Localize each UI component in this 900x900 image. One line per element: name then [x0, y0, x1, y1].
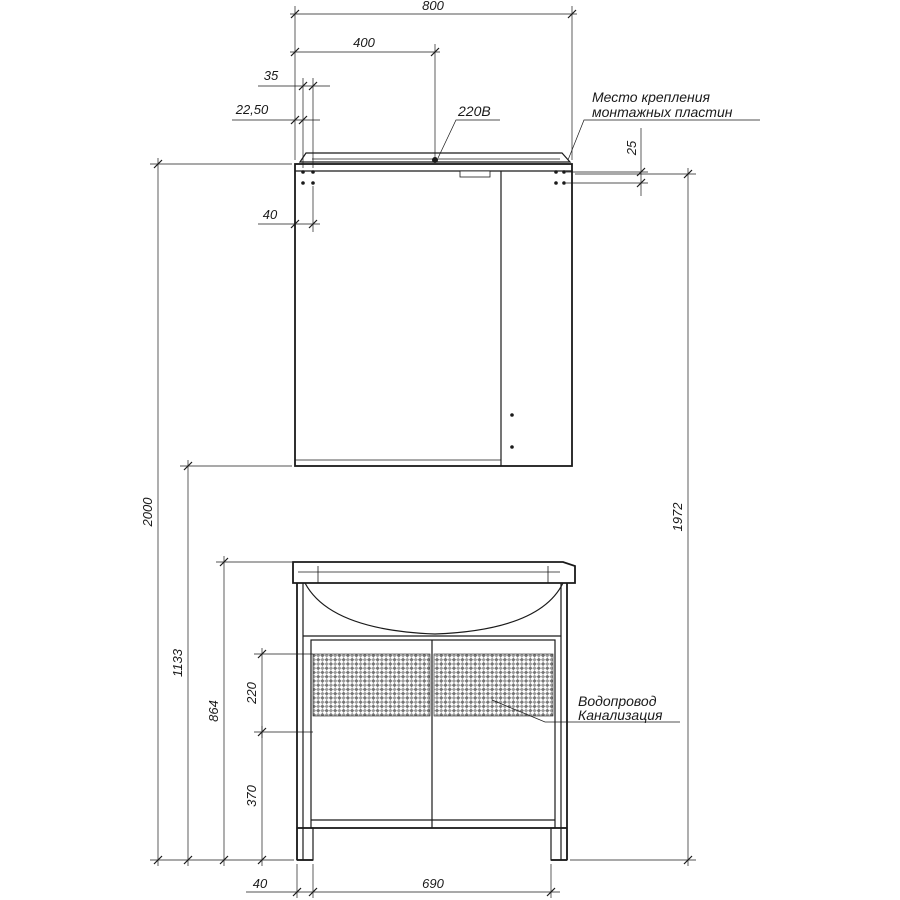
water-label-line1: Водопровод	[578, 693, 657, 709]
mount-hole	[554, 181, 558, 185]
power-label: 220В	[458, 103, 491, 119]
annotation-labels	[457, 89, 733, 723]
mount-hole	[301, 181, 305, 185]
door-panel-right	[434, 654, 553, 716]
door-panel-left	[313, 654, 430, 716]
dim-half-width: 400	[353, 35, 375, 50]
dim-basin-height: 1133	[170, 649, 185, 677]
mount-hole	[311, 181, 315, 185]
mount-hole	[301, 170, 305, 174]
vanity-unit	[293, 562, 575, 860]
mount-hole	[562, 181, 566, 185]
dim-offset-35: 35	[263, 68, 279, 83]
dim-pipe-height: 370	[244, 785, 259, 807]
mount-hole	[554, 170, 558, 174]
dim-offset-22: 22,50	[235, 102, 269, 117]
dim-leg-offset: 40	[252, 876, 268, 891]
dim-cabinet-height: 864	[206, 700, 221, 722]
mount-hole	[311, 170, 315, 174]
dimension-ticks	[154, 10, 692, 896]
dim-total-width: 800	[422, 0, 444, 13]
water-label-line2: Канализация	[578, 707, 663, 723]
dim-hole-25: 25	[624, 140, 639, 156]
dim-hole-40: 40	[262, 207, 278, 222]
dimension-labels	[140, 0, 685, 891]
dim-pipe-zone: 220	[244, 682, 259, 704]
dimension-lines	[150, 6, 696, 898]
mount-label-line2: монтажных пластин	[592, 104, 733, 120]
mirror-cabinet	[295, 153, 572, 466]
dim-base-width: 690	[422, 876, 444, 891]
mount-hole	[562, 170, 566, 174]
leader-lines	[438, 120, 760, 722]
mount-label-line1: Место крепления	[592, 89, 711, 105]
dim-total-height: 2000	[140, 497, 155, 527]
dim-top-height: 1972	[670, 502, 685, 532]
